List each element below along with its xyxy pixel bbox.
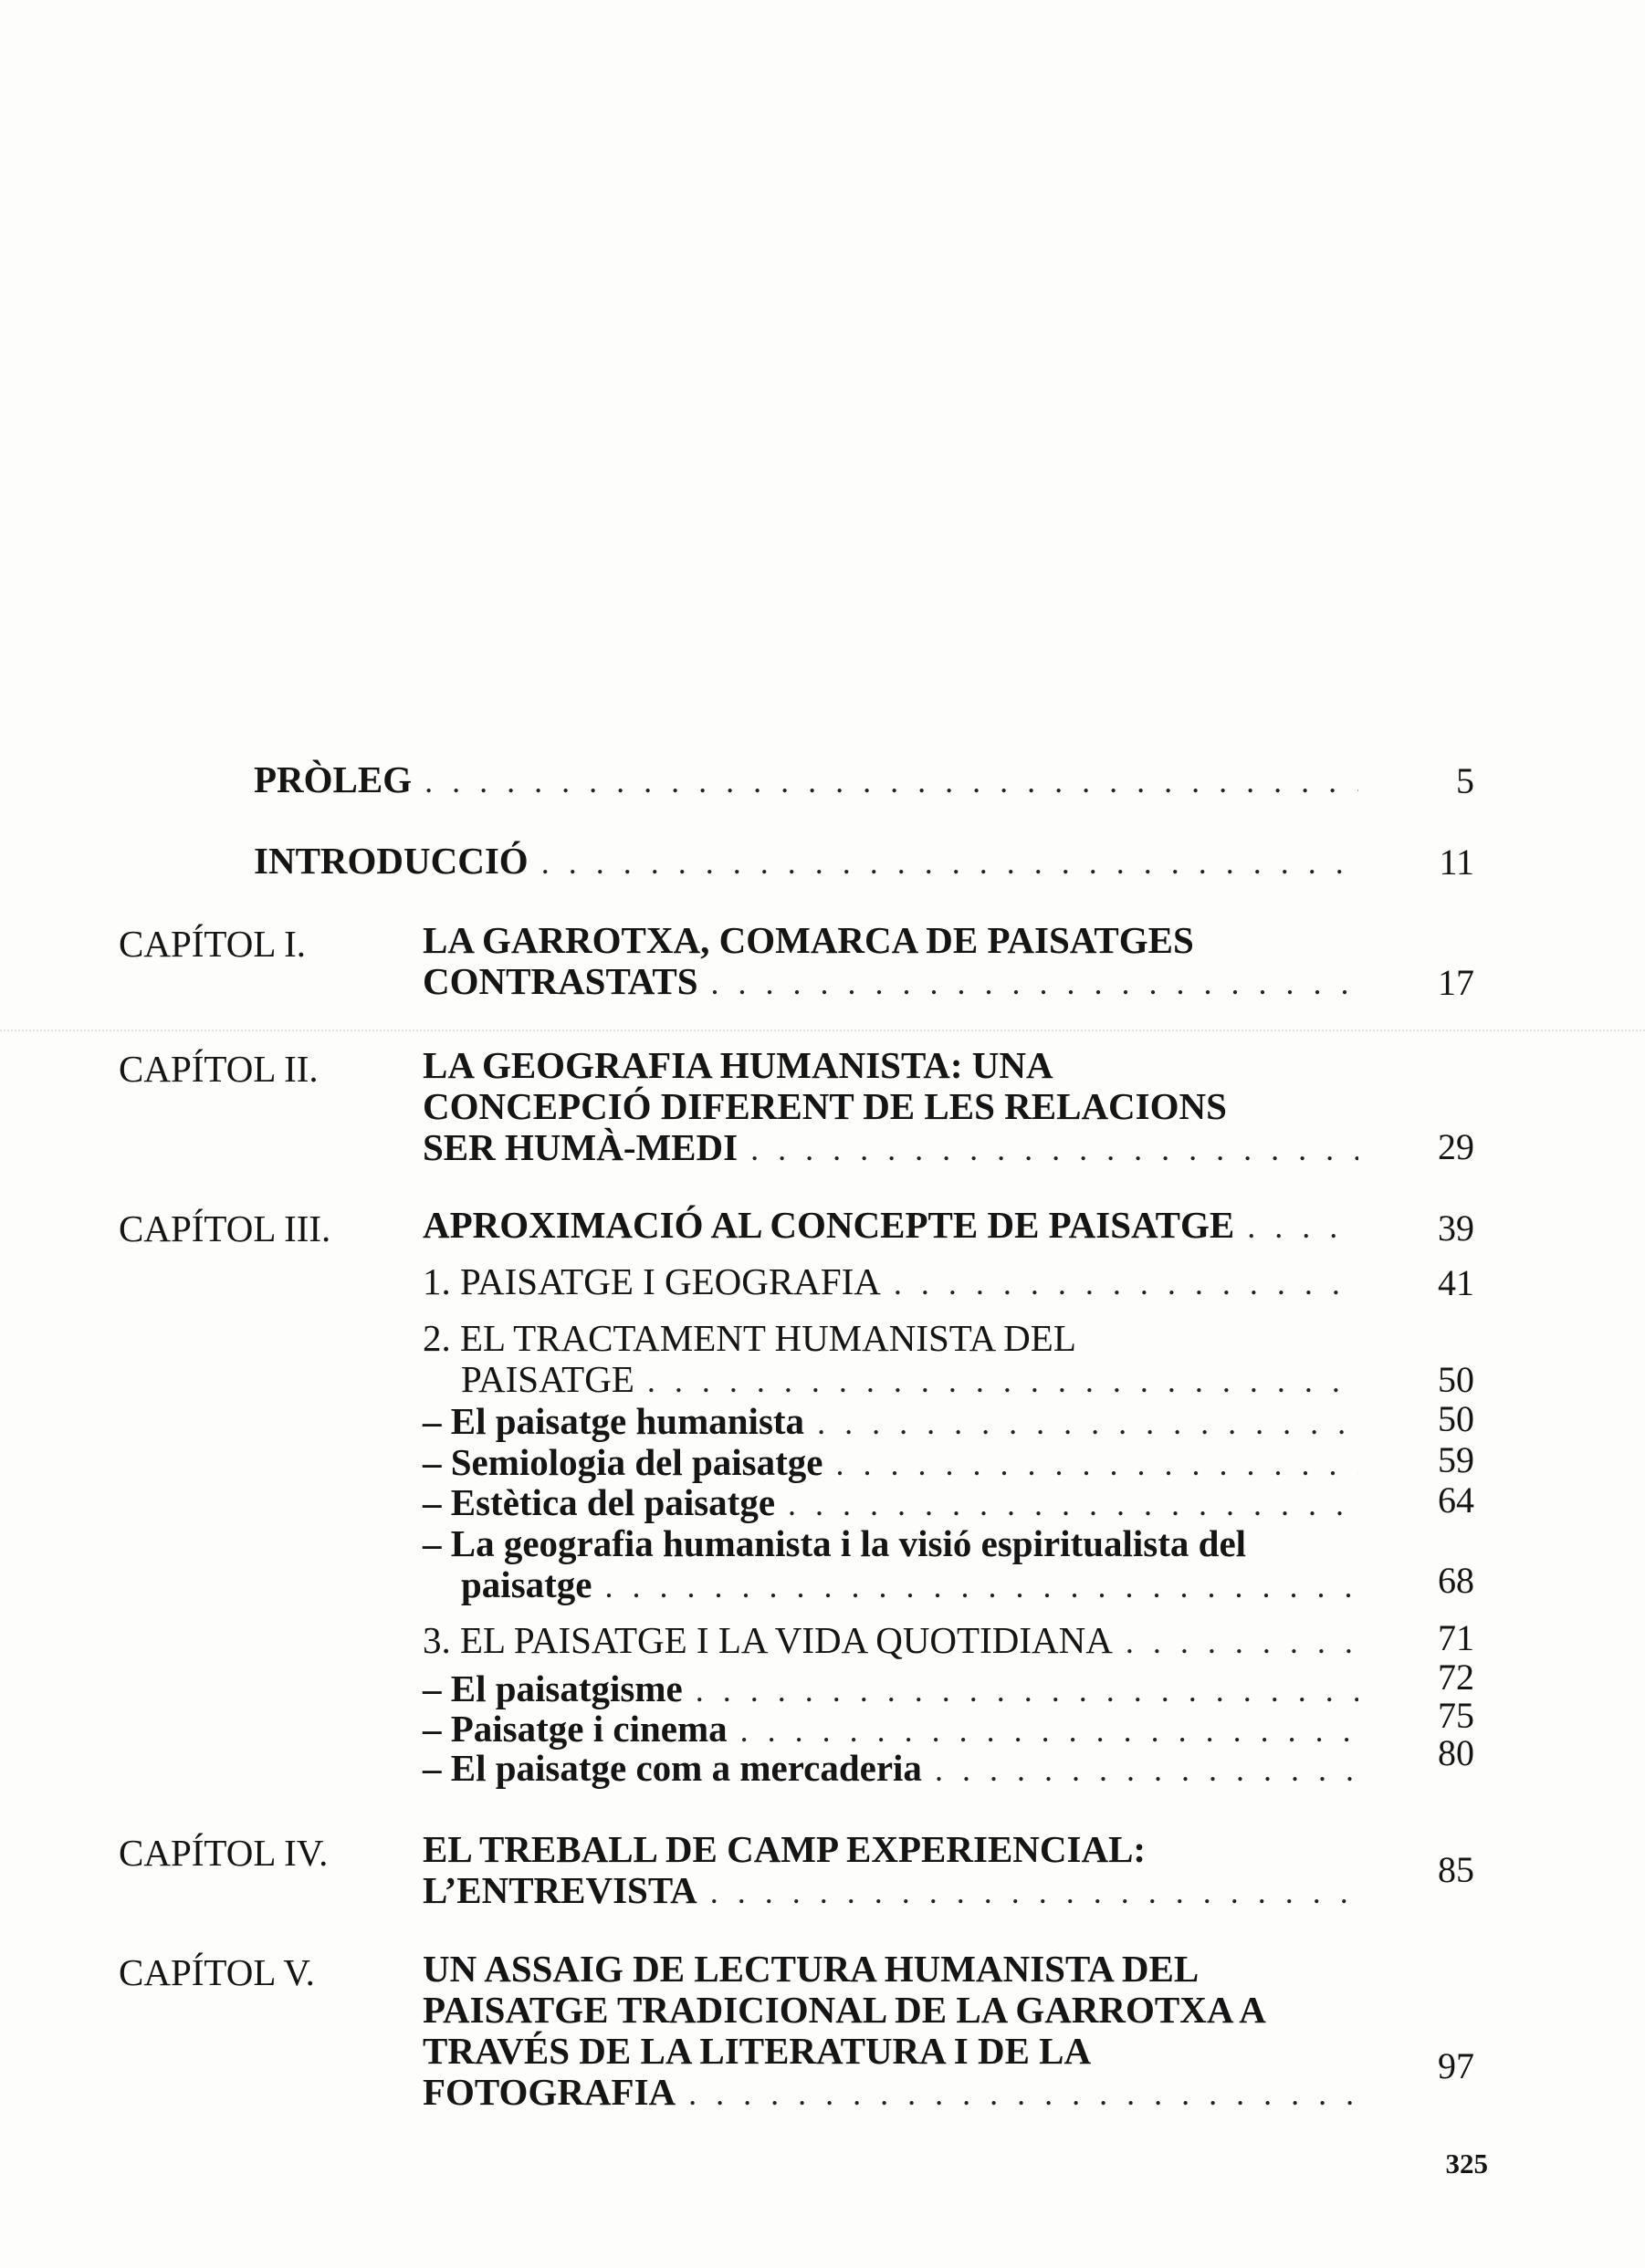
- toc-subitem-title: – El paisatge humanista: [423, 1400, 805, 1442]
- page-number: 50: [1438, 1398, 1474, 1439]
- dot-leader: [817, 1403, 1358, 1444]
- dot-leader: [696, 1670, 1358, 1711]
- toc-section-3: [423, 1620, 1358, 1663]
- toc-subitem: [423, 1709, 1358, 1751]
- toc-section-2: [423, 1318, 1358, 1402]
- chapter-label: CAPÍTOL IV.: [119, 1832, 329, 1874]
- toc-title-line: FOTOGRAFIA: [423, 2071, 676, 2113]
- toc-title-line: LA GARROTXA, COMARCA DE PAISATGES: [423, 919, 1194, 961]
- dot-leader: [710, 1872, 1358, 1913]
- dot-leader: [894, 1263, 1358, 1304]
- toc-subitem: [423, 1523, 1358, 1607]
- toc-section-title-line: 2. EL TRACTAMENT HUMANISTA DEL: [423, 1317, 1076, 1359]
- toc-title-line: TRAVÉS DE LA LITERATURA I DE LA: [423, 2030, 1092, 2072]
- dot-leader: [750, 1129, 1358, 1170]
- toc-subitem-title: – Semiologia del paisatge: [423, 1441, 823, 1483]
- dot-leader: [1126, 1622, 1358, 1663]
- folio-page-number: 325: [1445, 2148, 1488, 2179]
- toc-entry-chapter-3: [423, 1205, 1358, 1248]
- toc-title: PRÒLEG: [254, 758, 413, 800]
- page-number: 80: [1438, 1732, 1474, 1773]
- toc-entry-chapter-5: [423, 1949, 1358, 2115]
- page-number: 39: [1438, 1207, 1474, 1249]
- page-number: 72: [1438, 1657, 1474, 1698]
- toc-subitem-title: – Paisatge i cinema: [423, 1708, 728, 1750]
- toc-subitem: [423, 1401, 1358, 1444]
- dot-leader: [605, 1566, 1359, 1607]
- toc-section-1: [423, 1261, 1358, 1304]
- page-number: 64: [1438, 1479, 1474, 1521]
- page-number: 97: [1438, 2045, 1474, 2086]
- page-number: 11: [1439, 841, 1474, 883]
- chapter-label: CAPÍTOL I.: [119, 923, 306, 965]
- toc-subitem: [423, 1748, 1358, 1791]
- page-number: 29: [1438, 1126, 1474, 1167]
- dot-leader: [647, 1361, 1358, 1402]
- dot-leader: [1247, 1207, 1358, 1248]
- dot-leader: [835, 1444, 1358, 1485]
- toc-subitem: [423, 1482, 1358, 1525]
- toc-title-line: LA GEOGRAFIA HUMANISTA: UNA: [423, 1044, 1053, 1086]
- page-number: 85: [1438, 1849, 1474, 1890]
- dot-leader: [788, 1484, 1358, 1525]
- toc-section-title-line: PAISATGE: [461, 1358, 634, 1400]
- toc-title-line: APROXIMACIÓ AL CONCEPTE DE PAISATGE: [423, 1204, 1235, 1246]
- page-number: 41: [1438, 1262, 1474, 1303]
- dot-leader: [711, 963, 1359, 1004]
- toc-title: INTRODUCCIÓ: [254, 840, 529, 882]
- toc-title-line: EL TREBALL DE CAMP EXPERIENCIAL:: [423, 1828, 1147, 1870]
- toc-title-line: L’ENTREVISTA: [423, 1869, 697, 1911]
- page-number: 59: [1438, 1439, 1474, 1480]
- page-number: 68: [1438, 1560, 1474, 1601]
- toc-subitem: [423, 1668, 1358, 1711]
- toc-subitem-title: – El paisatge com a mercaderia: [423, 1747, 922, 1789]
- toc-title-line: CONTRASTATS: [423, 960, 698, 1002]
- toc-title-line: PAISATGE TRADICIONAL DE LA GARROTXA A: [423, 1989, 1266, 2031]
- page-number: 75: [1438, 1695, 1474, 1736]
- chapter-label: CAPÍTOL III.: [119, 1207, 331, 1249]
- page-number: 71: [1438, 1617, 1474, 1658]
- toc-entry-chapter-1: [423, 920, 1358, 1004]
- toc-entry-chapter-4: [423, 1829, 1358, 1913]
- toc-title-line: CONCEPCIÓ DIFERENT DE LES RELACIONS: [423, 1085, 1227, 1127]
- toc-subitem: [423, 1442, 1358, 1485]
- toc-subitem-title-line: – La geografia humanista i la visió espiritualista del: [423, 1522, 1247, 1564]
- dot-leader: [740, 1710, 1358, 1751]
- dot-leader: [541, 842, 1358, 883]
- dot-leader: [935, 1750, 1358, 1791]
- toc-entry-prologue: [254, 759, 1358, 802]
- toc-title-line: SER HUMÀ-MEDI: [423, 1126, 739, 1168]
- chapter-label: CAPÍTOL V.: [119, 1951, 315, 1993]
- page-number: 5: [1456, 760, 1474, 801]
- chapter-label: CAPÍTOL II.: [119, 1048, 319, 1090]
- toc-title-line: UN ASSAIG DE LECTURA HUMANISTA DEL: [423, 1948, 1200, 1990]
- dot-leader: [424, 761, 1358, 802]
- toc-section-title: 1. PAISATGE I GEOGRAFIA: [423, 1260, 881, 1302]
- toc-section-title: 3. EL PAISATGE I LA VIDA QUOTIDIANA: [423, 1619, 1113, 1661]
- scan-artifact-line: [0, 1029, 1645, 1031]
- toc-subitem-title: – El paisatgisme: [423, 1667, 683, 1709]
- toc-entry-chapter-2: [423, 1045, 1358, 1170]
- toc-subitem-title-line: paisatge: [461, 1563, 592, 1605]
- page-number: 17: [1438, 962, 1474, 1003]
- toc-entry-introduction: [254, 841, 1358, 883]
- toc-subitem-title: – Estètica del paisatge: [423, 1481, 776, 1523]
- dot-leader: [688, 2074, 1358, 2115]
- page-number: 50: [1438, 1359, 1474, 1400]
